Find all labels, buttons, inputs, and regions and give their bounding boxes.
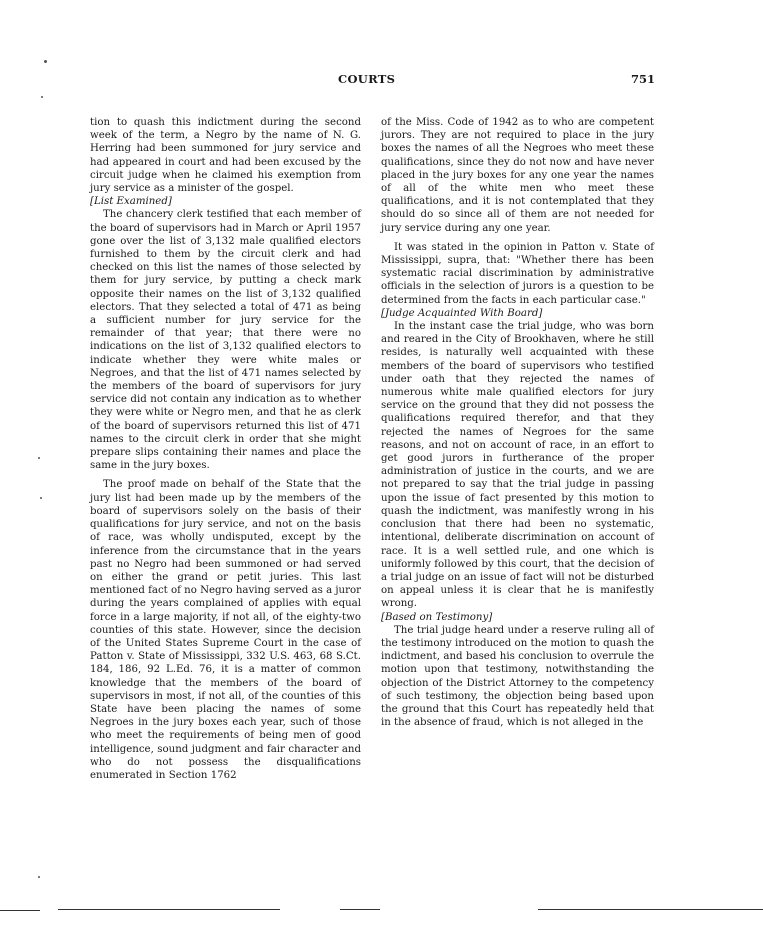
scan-speck	[38, 457, 40, 459]
running-head: COURTS	[338, 72, 396, 86]
scan-speck	[41, 96, 43, 98]
section-subhead: [Judge Acquainted With Board]	[381, 307, 543, 319]
scan-speck	[38, 876, 40, 878]
scan-speck	[44, 60, 47, 63]
scan-rule	[340, 909, 380, 910]
scan-rule	[0, 910, 40, 911]
section-subhead: [List Examined]	[90, 196, 172, 208]
paragraph: tion to quash this indictment during the second week of the term, a Negro by the name of N. G. Herring had been summoned for jury service and had appeared in court and had been excused by the circuit judge when he claimed his exemption from jury service as a minister of the gospel.	[90, 117, 361, 195]
paragraph: The trial judge heard under a reserve ruling all of the testimony introduced on the motion to quash the indictment, and based his conclusion to overrule the motion upon that testimony, notwithstanding the objection of the District Attorney to the competency of such testimony, the objection being based upon the ground that this Court has repeatedly held that in the absence of fraud, which is not alleged in the	[381, 624, 654, 729]
paragraph: of the Miss. Code of 1942 as to who are competent jurors. They are not required to place in the jury boxes the names of all the Negroes who meet these qualifications, since they do not now and have never placed in the jury boxes for any one year the names of all of the white men who meet these qualifications, and it is not contemplated that they should do so since all of them are not needed for jury service during any one year.	[381, 117, 654, 234]
scan-speck	[40, 497, 42, 499]
page-number: 751	[631, 72, 656, 86]
paragraph: The proof made on behalf of the State that the jury list had been made up by the members of the board of supervisors solely on the basis of their qualifications for jury service, and not on the basis of race, was wholly undisputed, except by the inference from the circumstance that in the years past no Negro had been summoned or had served on either the grand or petit juries. This last mentioned fact of no Negro having served as a juror during the years complained of applies with equal force in a large majority, if not all, of the eighty-two counties of this state. However, since the decision of the United States Supreme Court in the case of Patton v. State of Mississippi, 332 U.S. 463, 68 S.Ct. 184, 186, 92 L.Ed. 76, it is a matter of common knowledge that the members of the board of supervisors in most, if not all, of the counties of this State have been placing the names of some Negroes in the jury boxes each year, such of those who meet the requirements of being men of good intelligence, sound judgment and fair character and who do not possess the disqualifications enumerated in Section 1762	[90, 479, 361, 781]
left-column	[90, 116, 361, 782]
paragraph: It was stated in the opinion in Patton v. State of Mississippi, supra, that: "Whether there has been systematic racial discrimination by administrative officials in the selection of jurors is a question to be determined from the facts in each particular case."	[381, 241, 654, 306]
right-column	[381, 116, 654, 729]
scan-rule	[538, 909, 763, 910]
section-subhead: [Based on Testimony]	[381, 611, 493, 623]
paragraph: In the instant case the trial judge, who was born and reared in the City of Brookhaven, where he still resides, is naturally well acquainted with these members of the board of supervisors who testified under oath that they rejected the names of numerous white male qualified electors for jury service on the ground that they did not possess the qualifications required therefor, and that they rejected the names of Negroes for the same reasons, and not on account of race, in an effort to get good jurors in furtherance of the proper administration of justice in the courts, and we are not prepared to say that the trial judge in passing upon the issue of fact presented by this motion to quash the indictment, was manifestly wrong in his conclusion that there had been no systematic, intentional, deliberate discrimination on account of race. It is a well settled rule, and one which is uniformly followed by this court, that the decision of a trial judge on an issue of fact will not be disturbed on appeal unless it is clear that he is manifestly wrong.	[381, 321, 654, 610]
scan-rule	[58, 909, 280, 910]
page-header	[0, 72, 763, 88]
paragraph: The chancery clerk testified that each member of the board of supervisors had in March or April 1957 gone over the list of 3,132 male qualified electors furnished to them by the circuit clerk and had checked on this list the names of those selected by them for jury service, by putting a check mark opposite their names on the list of 3,132 qualified electors. That they selected a total of 471 as being a sufficient number for jury service for the remainder of that year; that there were no indications on the list of 3,132 qualified electors to indicate whether they were white males or Negroes, and that the list of 471 names selected by the members of the board of supervisors for jury service did not contain any indication as to whether they were white or Negro men, and that he as clerk of the board of supervisors returned this list of 471 names to the circuit clerk in order that she might prepare slips containing their names and place the same in the jury boxes.	[90, 209, 361, 472]
